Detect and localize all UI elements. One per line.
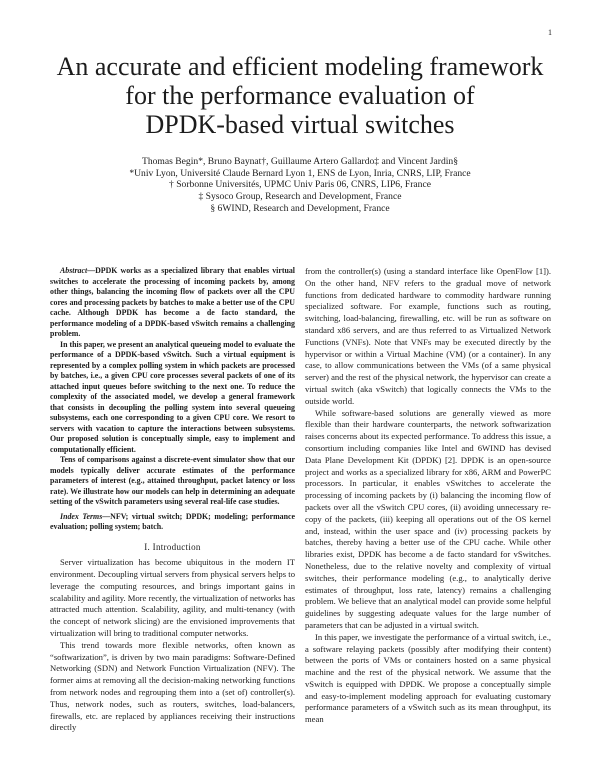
affiliation-4: § 6WIND, Research and Development, France [210,202,390,214]
page-number: 1 [548,28,552,37]
title-line-1: An accurate and efficient modeling framework [56,52,544,81]
paper-title [40,52,560,139]
abstract-paragraph-3: Tens of comparisons against a discrete-event simulator show that our models typically deliver accurate estimates of the performance parameters of interest (e.g., attained throughput, packet latency or loss rate). We illustrate how our models can help in determining an adequate setting of the vSwitch parameters using several real-life case studies. [50,455,295,506]
abstract-paragraph-1: —DPDK works as a specialized library that enables virtual switches to accelerate the processing of incoming packets by, among other things, balancing the incoming flow of packets over all the CPU cores and processing packets by batches to make a better use of the CPU cache. Although DPDK has become a de facto standard, the performance modeling of a DPDK-based vSwitch remains a challenging problem. [50,266,295,338]
abstract-paragraph-2: In this paper, we present an analytical queueing model to evaluate the performance of a DPDK-based vSwitch. Such a virtual equipment is represented by a complex polling system in which packets are processed by batches, i.e., a given CPU core processes several packets of one of its attached input queues before switching to the next one. To reduce the complexity of the associated model, we develop a general framework that consists in decoupling the polling system into several queueing subsystems, each one corresponding to a given CPU core. We resort to servers with vacation to capture the interactions between subsystems. Our proposed solution is conceptually simple, easy to implement and computationally efficient. [50,339,295,454]
affiliation-3: ‡ Sysoco Group, Research and Development, France [198,191,402,203]
right-paragraph-2: While software-based solutions are generally viewed as more flexible than their hardware counterparts, the network softwarization raises concerns about its expected performance. To address this issue, a consortium including companies like Intel and 6WIND has devised Data Plane Development Kit (DPDK) [2]. DPDK is an open-source project and works as a specialized library for x86, ARM and PowerPC processors. In particular, it enables vSwitches to accelerate the processing of incoming packets by (i) balancing the incoming flow of packets over all the vSwitch CPU cores, (ii) avoiding unnecessary re-copy of the packets, (iii) keeping all operations out of the OS kernel and, instead, within the user space and (iv) processing packets by batches, thereby having a better use of the CPU cache. While other libraries exist, DPDK has become a de facto standard for vSwitches. Nonetheless, due to the relative novelty and complexity of virtual switches, their performance modeling (e.g., to analytically derive estimates of throughput, loss rate, latency) remains a challenging problem. We believe that an analytical model can provide some helpful guidelines by suggesting adequate values for the large number of parameters that can be adjusted in a virtual switch. [305,407,551,630]
author-names: Thomas Begin*, Bruno Baynat†, Guillaume Artero Gallardo‡ and Vincent Jardin§ [141,156,459,167]
index-terms-label: Index Terms [60,511,103,521]
title-line-3: DPDK-based virtual switches [145,110,455,139]
author-block [40,156,560,215]
index-terms [50,512,295,533]
abstract [50,266,295,508]
abstract-label: Abstract [60,266,88,275]
intro-paragraph-1: Server virtualization has become ubiquitous in the modern IT environment. Decoupling virtual servers from physical servers helps to leverage the computing resources, and brings important gains in scalability and agility. More recently, the virtualization of networks has attracted much attention. Scalability, agility, and multi-tenancy (with the concept of network slicing) are the envisioned improvements that virtualization will bring to traditional computer networks. [50,557,295,639]
affiliation-1: *Univ Lyon, Université Claude Bernard Lyon 1, ENS de Lyon, Inria, CNRS, LIP, France [129,167,471,179]
right-paragraph-3: In this paper, we investigate the performance of a virtual switch, i.e., a software relaying packets (possibly after modifying their content) between the ports of VMs or containers hosted on a same physical machine and the rest of the physical network. We assume that the vSwitch is equipped with DPDK. We propose a conceptually simple and easy-to-implement modeling approach for evaluating customary performance parameters of a vSwitch such as its mean throughput, its mean [305,631,551,725]
left-column [50,266,295,734]
index-terms-text: —NFV; virtual switch; DPDK; modeling; performance evaluation; polling system; batch. [50,511,296,531]
affiliation-2: † Sorbonne Universités, UPMC Univ Paris 06, CNRS, LIP6, France [169,179,431,191]
title-line-2: for the performance evaluation of [125,81,475,110]
section-heading-introduction: I. Introduction [144,541,201,552]
right-paragraph-1: from the controller(s) (using a standard interface like OpenFlow [1]). On the other hand, NFV refers to the gradual move of network functions from dedicated hardware to commodity hardware running specialized software. For example, functions such as routing, switching, load-balancing, firewalling, etc. will be run as software on standard x86 servers, and are thus referred to as Virtualized Network Functions (VNFs). Note that VNFs may be executed directly by the hypervisor or within a Virtual Machine (VM) (or a container). In any case, to allow communications between the VMs (of a same physical server) and the rest of the physical network, the hypervisor can create a virtual switch (aka vSwitch) that logically connects the VMs to the outside world. [305,266,551,406]
right-column [305,266,551,726]
intro-paragraph-2: This trend towards more flexible networks, often known as “softwarization”, is driven by two main paradigms: Software-Defined Networking (SDN) and Network Function Virtualization (NFV). The former aims at removing all the decision-making networking functions from network nodes and regrouping them into a (set of) controller(s). Thus, network nodes, such as routers, switches, load-balancers, firewalls, etc. are replaced by appliances receiving their instructions directly [50,639,295,733]
